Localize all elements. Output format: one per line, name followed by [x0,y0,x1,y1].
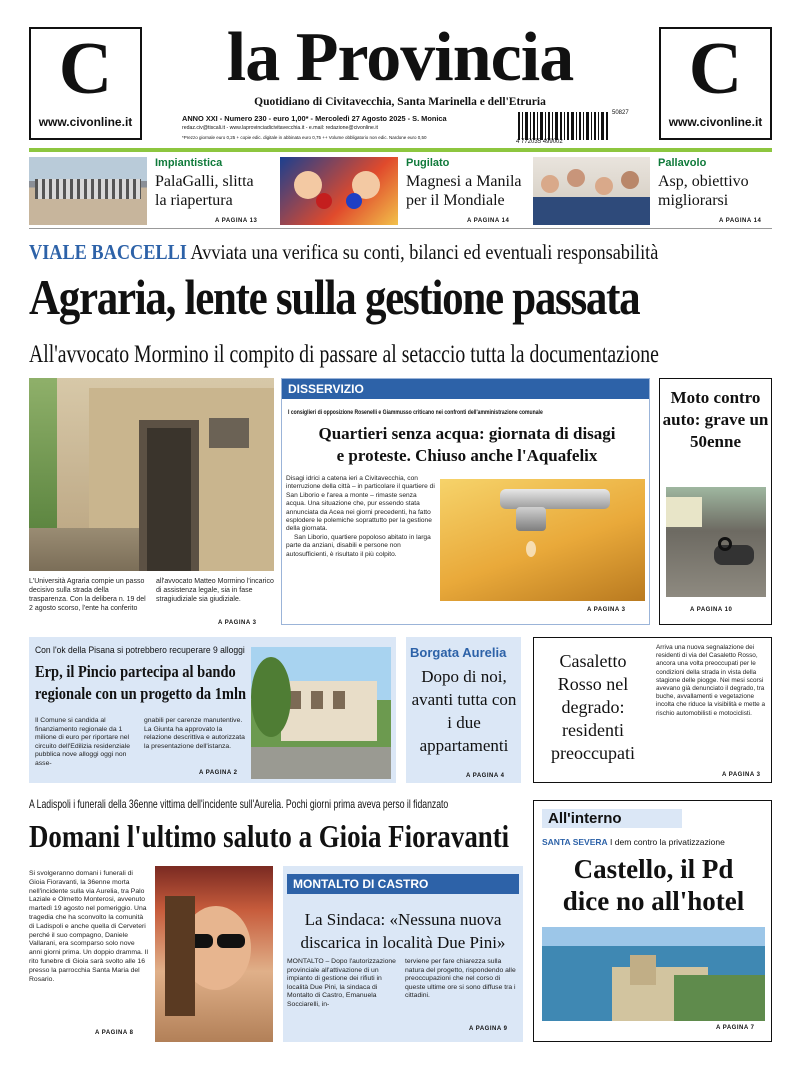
borgata-kicker: Borgata Aurelia [410,645,507,660]
teaser-title[interactable]: Asp, obiettivo migliorarsi [658,173,749,209]
disservizio-overline: I consiglieri di opposizione Rosenelli e Giammusso criticano nei confronti dell'amministrazione comunale [288,409,543,416]
borgata-page: A PAGINA 4 [466,773,505,779]
casaletto-box [533,637,772,783]
lead-page: A PAGINA 3 [218,620,257,626]
montalto-body-1: MONTALTO – Dopo l'autorizzazione provinciale all'attivazione di un impianto di gestione dei rifiuti in località Due Pini, la sindaca di Montalto di Castro, Emanuela Socciarelli, in- [287,958,396,1008]
issue-line: ANNO XXI - Numero 230 - euro 1,00* - Mercoledì 27 Agosto 2025 - S. Monica [182,114,447,123]
interno-page: A PAGINA 7 [716,1025,755,1031]
lead-kicker: VIALE BACCELLI [29,240,187,264]
teaser-page: A PAGINA 13 [215,218,258,224]
pincio-body-2: gnabili per carenze manutentive. La Giunta ha approvato la relazione descrittiva e autorizzata la presentazione dell'istanza. [144,717,245,750]
gioia-body: Si svolgeranno domani i funerali di Gioia Fioravanti, la 36enne morta nell'incidente sulla via Aurelia, tra Palo Laziale e Olmetto Monterosi, avvenuto martedì 19 agosto nel pomeriggio. Una tragedia che ha sconvolto la comunità di Ladispoli e anche quella di Cerveteri perché il suo compagno, Daniele Vallarani, era scomparso solo nove anni giorni prima. Un doppio dramma. Il rito funebre di Gioia sarà svolto alle 16 presso la parrocchia Santa Maria del Rosario. [29,870,149,983]
barcode-icon [518,112,628,140]
masthead-rule [29,148,772,152]
gioia-page: A PAGINA 8 [95,1030,134,1036]
disservizio-body: Disagi idrici a catena ieri a Civitavecchia, con interruzione della città – in particolare il quartiere di San Liborio e l'area a monte – rimaste senza acqua. Una situazione che, pur essendo stata annunciata da Acea nei giorni precedenti, ha fatto esplodere le polemiche soprattutto per la gestione della giornata. San Liborio, quartiere popoloso abitato in larga parte da anziani, disabili e persone non autosufficienti, è risultato il più colpito. [286,475,435,558]
borgata-box [406,637,521,783]
pincio-page: A PAGINA 2 [199,770,238,776]
moto-box [659,378,772,625]
teaser-kicker: Pallavolo [658,157,707,169]
lead-subhead: All'avvocato Mormino il compito di passare al setaccio tutta la documentazione [29,341,659,368]
teaser-photo-volley [533,157,650,225]
teaser-photo-palagalli [29,157,147,225]
disservizio-label: DISSERVIZIO [282,379,649,399]
pincio-overline: Con l'ok della Pisana si potrebbero recuperare 9 alloggi [35,645,245,656]
price-line: *Prezzo giornale euro 0,25 + copie edic. digitale in abbinata euro 0,75 ++ Volume obbligatorio non edic. Nardone euro 0,50 [182,135,427,140]
borgata-headline[interactable]: Dopo di noi, avanti tutta con i due appartamenti [411,667,517,755]
moto-page: A PAGINA 10 [690,607,733,613]
interno-overline-text: I dem contro la privatizzazione [610,837,725,847]
teaser-photo-boxing [280,157,398,225]
logo-letter: C [688,28,743,110]
interno-label: All'interno [542,809,682,828]
gioia-headline[interactable]: Domani l'ultimo saluto a Gioia Fioravanti [29,818,510,854]
casaletto-page: A PAGINA 3 [722,772,761,778]
montalto-box [283,866,523,1042]
teaser-row [29,155,772,229]
lead-body-right: all'avvocato Matteo Mormino l'incarico di assistenza legale, sia in fase stragiudiziale sia giudiziale. [156,578,274,603]
barcode-digits: 4 772035 499002 [516,139,563,145]
moto-photo [666,487,766,597]
logo-box-right [659,27,772,140]
montalto-headline[interactable]: La Sindaca: «Nessuna nuova discarica in località Due Pini» [300,910,506,952]
lead-headline[interactable]: Agraria, lente sulla gestione passata [29,269,640,325]
interno-photo-castle [542,927,765,1021]
montalto-page: A PAGINA 9 [469,1026,508,1032]
logo-url[interactable]: www.civonline.it [668,115,763,129]
masthead-title: la Provincia [226,19,574,96]
montalto-body-2: terviene per fare chiarezza sulla natura del progetto, rispondendo alle preoccupazioni che nel corso di queste ultime ore si sono diffuse tra i cittadini. [405,958,516,1000]
lead-overline [29,240,690,265]
disservizio-photo-tap [440,479,645,601]
lead-overline-text: Avviata una verifica su conti, bilanci ed eventuali responsabilità [190,240,659,264]
interno-overline [542,837,725,847]
teaser-kicker: Pugilato [406,157,450,169]
barcode-issue: 50827 [612,110,629,116]
gioia-photo [155,866,273,1042]
casaletto-headline[interactable]: Casaletto Rosso nel degrado: residenti preoccupati [551,651,635,763]
teaser-title[interactable]: Magnesi a Manila per il Mondiale [406,173,522,209]
teaser-kicker: Impiantistica [155,157,223,169]
gioia-overline: A Ladispoli i funerali della 36enne vittima dell'incidente sull'Aurelia. Pochi giorni prima aveva perso il fidanzato [29,797,449,811]
pincio-headline[interactable]: Erp, il Pincio partecipa al bando regionale con un progetto da 1mln [35,662,247,703]
contacts-line: redaz.civ@tiscali.it - www.laprovinciadicivitavecchia.it - e.mail: redazione@civonline.it [182,125,378,131]
disservizio-box [281,378,650,625]
pincio-photo [251,647,391,779]
teaser-title[interactable]: PalaGalli, slitta la riapertura [155,173,254,209]
interno-box [533,800,772,1042]
interno-headline[interactable]: Castello, il Pd dice no all'hotel [562,854,745,916]
disservizio-headline[interactable]: Quartieri senza acqua: giornata di disagi e proteste. Chiuso anche l'Aquafelix [318,424,616,465]
logo-box-left [29,27,142,140]
moto-headline[interactable]: Moto contro auto: grave un 50enne [662,388,769,451]
logo-letter: C [58,28,113,110]
teaser-page: A PAGINA 14 [467,218,510,224]
pincio-box [29,637,396,783]
logo-url[interactable]: www.civonline.it [38,115,133,129]
lead-photo [29,378,274,571]
disservizio-page: A PAGINA 3 [587,607,626,613]
barcode [512,110,652,146]
pincio-body-1: Il Comune si candida al finanziamento regionale da 1 milione di euro per riportare nel circuito dell'Edilizia residenziale pubblica nove alloggi oggi non asse- [35,717,130,767]
teaser-page: A PAGINA 14 [719,218,762,224]
interno-kicker: SANTA SEVERA [542,837,608,847]
casaletto-body: Arriva una nuova segnalazione dei residenti di via del Casaletto Rosso, ancora una volta preoccupati per le condizioni della strada in vista della stagione delle piogge. Nei mesi scorsi avevano già denunciato il degrado, tra buche, avvallamenti e vegetazione incolta che riduce la visibilità e mette a rischio automobilisti e motociclisti. [656,644,766,717]
masthead-subtitle: Quotidiano di Civitavecchia, Santa Marinella e dell'Etruria [254,96,546,108]
lead-body-left: L'Università Agraria compie un passo decisivo sulla strada della trasparenza. Con la delibera n. 19 del 2 agosto scorso, l'ente ha conferito [29,578,146,612]
montalto-label: MONTALTO DI CASTRO [287,874,519,894]
